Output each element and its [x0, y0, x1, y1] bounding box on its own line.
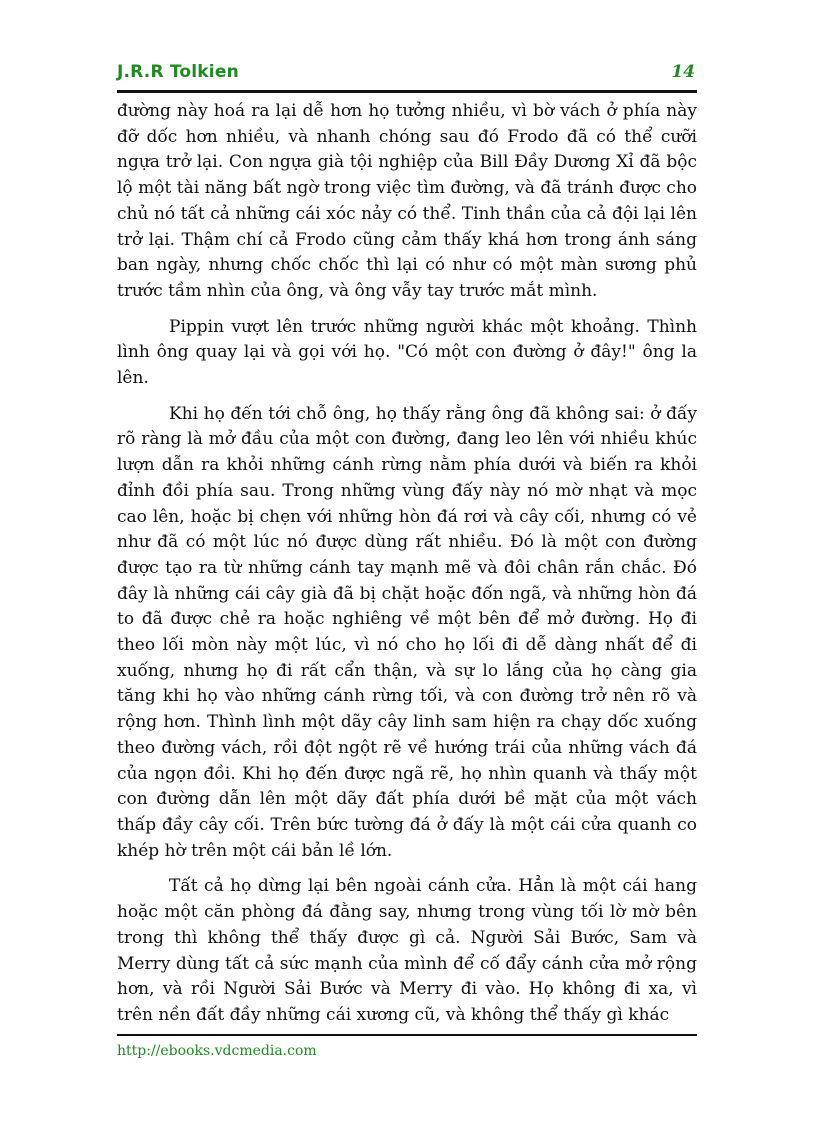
header-divider	[117, 90, 697, 93]
footer-divider	[117, 1034, 697, 1036]
page-number: 14	[671, 62, 695, 82]
page-header	[117, 58, 697, 90]
paragraph-4: Tất cả họ dừng lại bên ngoài cánh cửa. Hẳn là một cái hang hoặc một căn phòng đá đằng say, nhưng trong vùng tối lờ mờ bên trong thì không thể thấy được gì cả. Người Sải Bước, Sam và Merry dùng tất cả sức mạnh của mình để cố đẩy cánh cửa mở rộng hơn, và rồi Người Sải Bước và Merry đi vào. Họ không đi xa, vì trên nền đất đầy những cái xương cũ, và không thể thấy gì khác	[117, 876, 697, 1025]
paragraph-1: đường này hoá ra lại dễ hơn họ tưởng nhiều, vì bờ vách ở phía này đỡ dốc hơn nhiều, và nhanh chóng sau đó Frodo đã có thể cưỡi ngựa trở lại. Con ngựa già tội nghiệp của Bill Đầy Dương Xỉ đã bộc lộ một tài năng bất ngờ trong việc tìm đường, và đã tránh được cho chủ nó tất cả những cái xóc nảy có thể. Tinh thần của cả đội lại lên trở lại. Thậm chí cả Frodo cũng cảm thấy khá hơn trong ánh sáng ban ngày, nhưng chốc chốc thì lại có như có một màn sương phủ trước tầm nhìn của ông, và ông vẫy tay trước mắt mình.	[117, 101, 697, 301]
page-body	[117, 99, 697, 1039]
footer-link[interactable]: http://ebooks.vdcmedia.com	[117, 1043, 317, 1059]
paragraph-3: Khi họ đến tới chỗ ông, họ thấy rằng ông đã không sai: ở đấy rõ ràng là mở đầu của một con đường, đang leo lên với nhiều khúc lượn dẫn ra khỏi những cánh rừng nằm phía dưới và biến ra khỏi đỉnh đồi phía sau. Trong những vùng đấy này nó mờ nhạt và mọc cao lên, hoặc bị chẹn với những hòn đá rơi và cây cối, nhưng có vẻ như đã có một lúc nó được dùng rất nhiều. Đó là một con đường được tạo ra từ những cánh tay mạnh mẽ và đôi chân rắn chắc. Đó đây là những cái cây già đã bị chặt hoặc đốn ngã, và những hòn đá to đã được chẻ ra hoặc nghiêng về một bên để mở đường. Họ đi theo lối mòn này một lúc, vì nó cho họ lối đi dễ dàng nhất để đi xuống, nhưng họ đi rất cẩn thận, và sự lo lắng của họ càng gia tăng khi họ vào những cánh rừng tối, và con đường trở nên rõ và rộng hơn. Thình lình một dãy cây linh sam hiện ra chạy dốc xuống theo đường vách, rồi đột ngột rẽ về hướng trái của những vách đá của ngọn đồi. Khi họ đến được ngã rẽ, họ nhìn quanh và thấy một con đường dẫn lên một dãy đất phía dưới bề mặt của một vách thấp đầy cây cối. Trên bức tường đá ở đấy là một cái cửa quanh co khép hờ trên một cái bản lề lớn.	[117, 403, 697, 861]
author-name: J.R.R Tolkien	[117, 62, 239, 82]
paragraph-2: Pippin vượt lên trước những người khác một khoảng. Thình lình ông quay lại và gọi với họ. "Có một con đường ở đây!" ông la lên.	[117, 316, 697, 389]
